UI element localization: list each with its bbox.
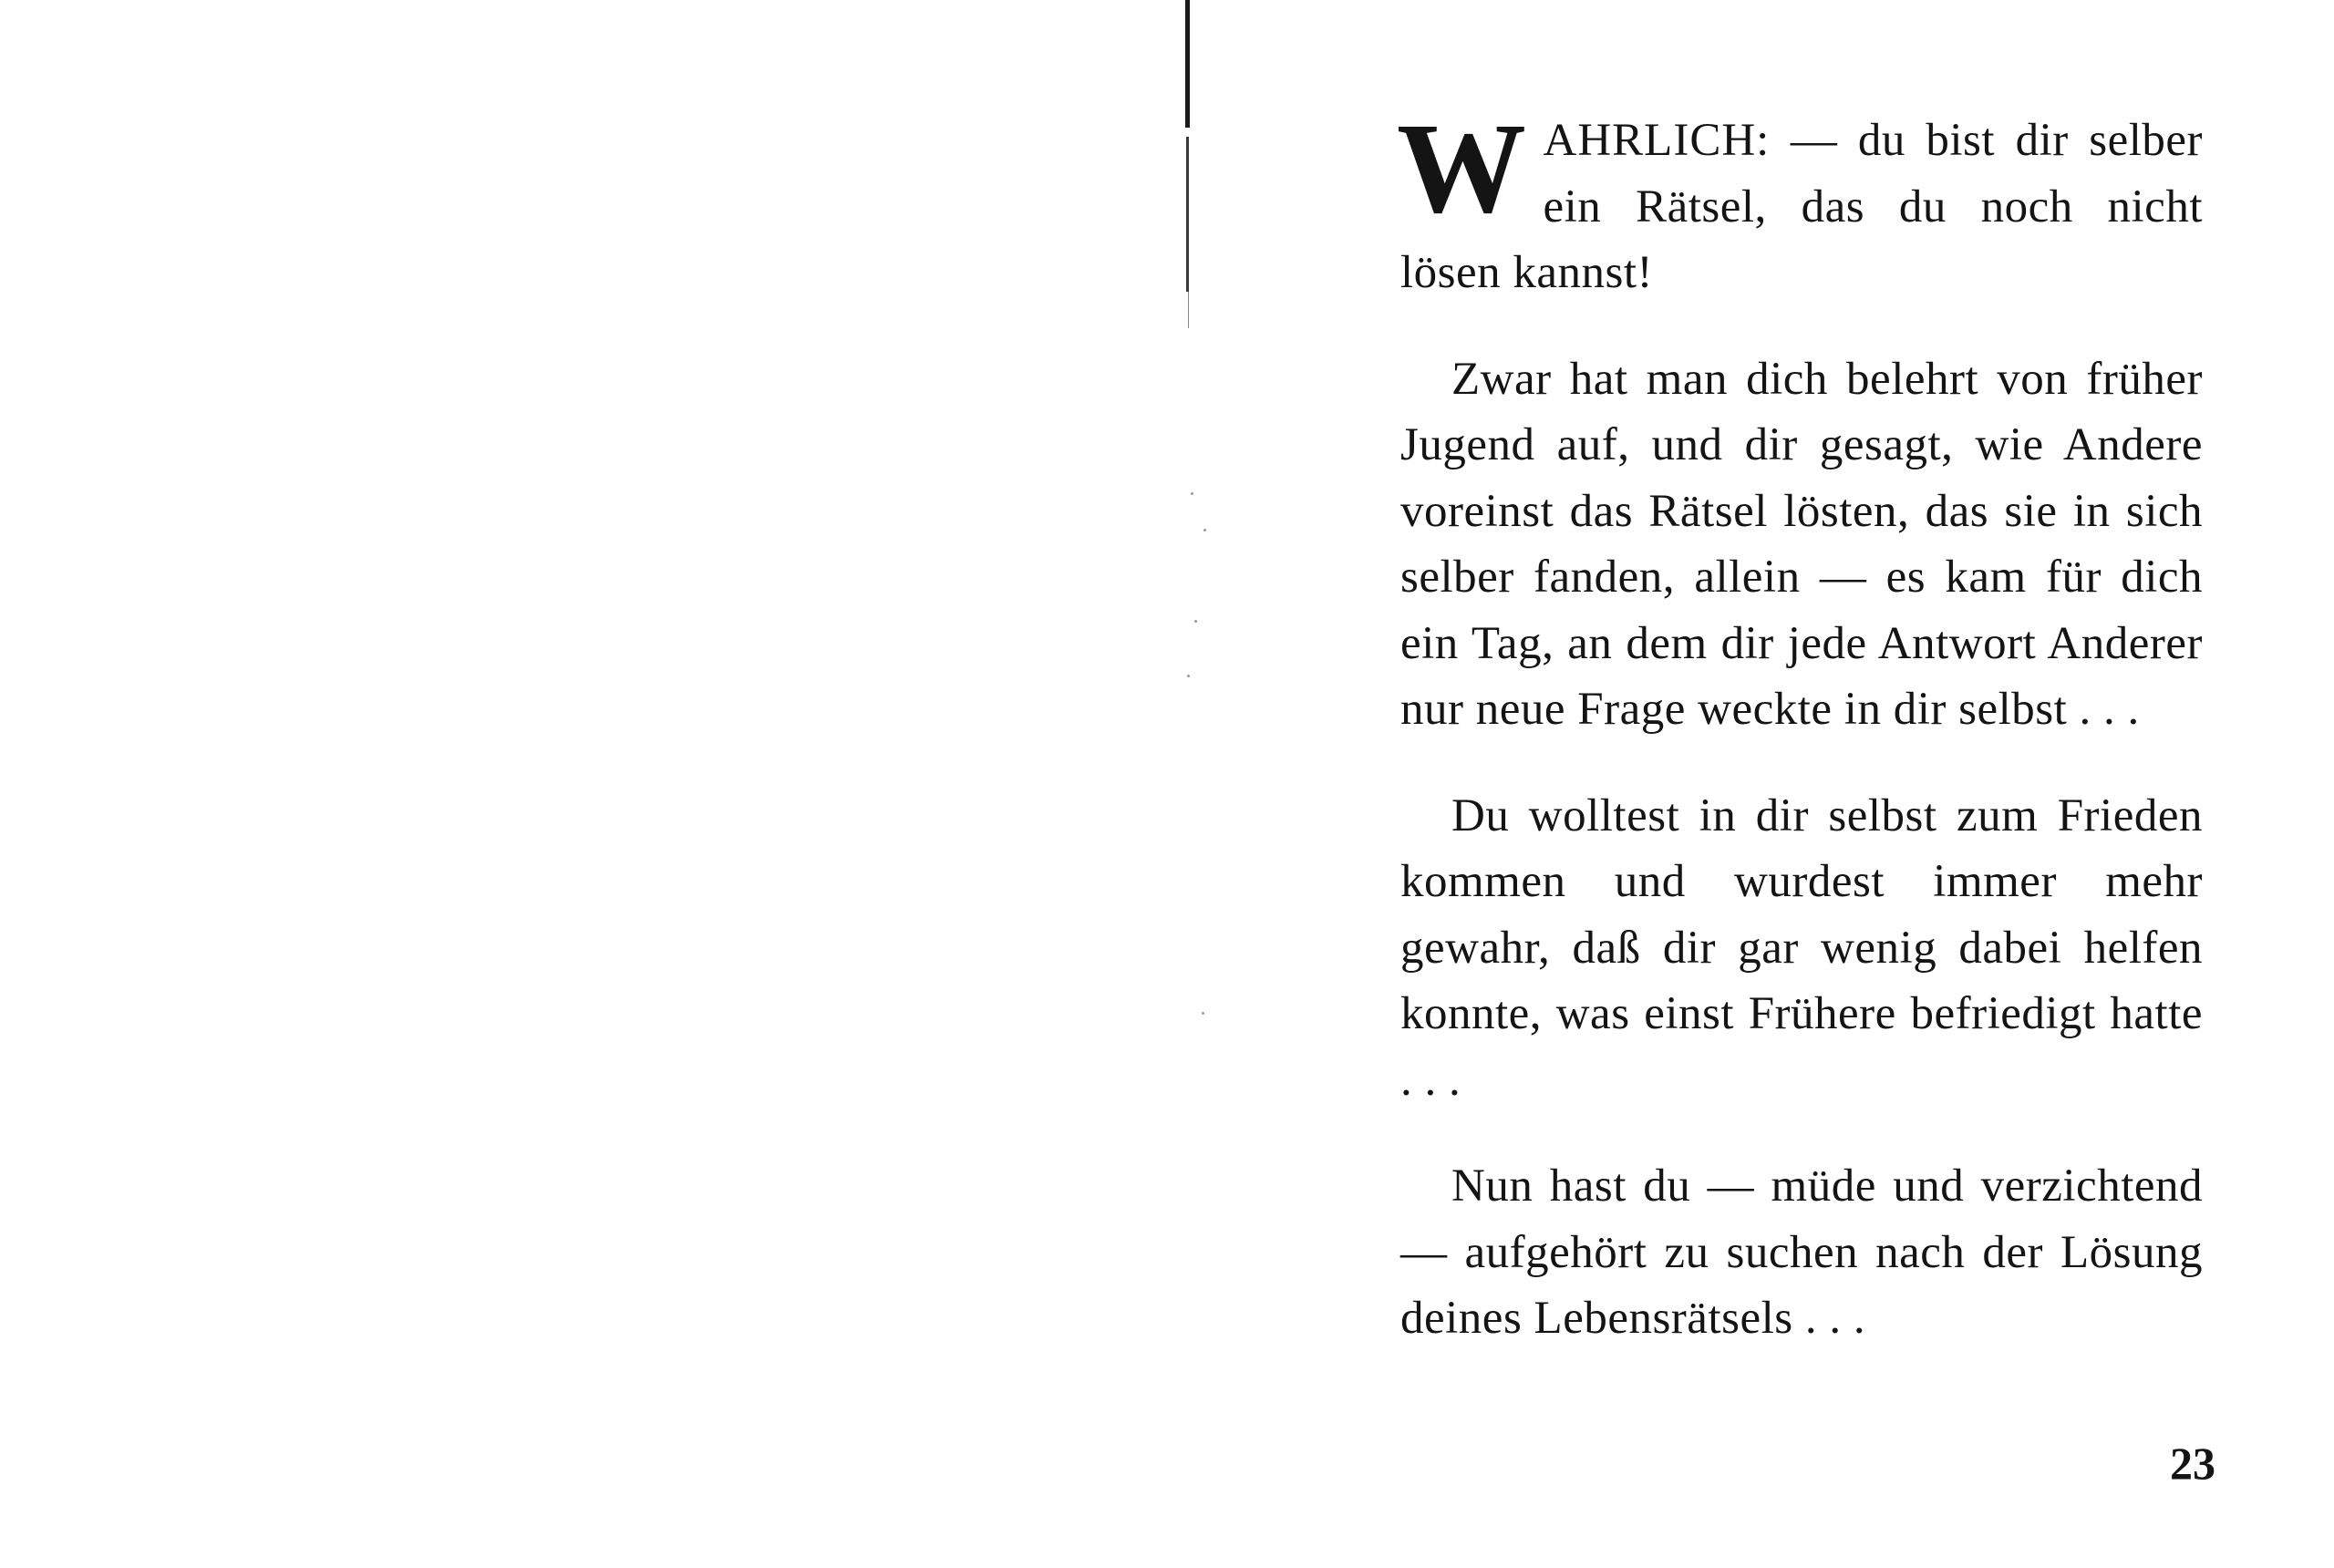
- paper-speck: [1187, 675, 1190, 677]
- paragraph-3: Du wolltest in dir selbst zum Frieden kommen und wurdest immer mehr gewahr, daß dir gar wenig dabei helfen konnte, was einst Frühere befriedigt hatte . . .: [1400, 789, 2203, 1106]
- paragraph-text: — du bist dir selber ein Rätsel, das du noch nicht lösen kannst!: [1400, 115, 2203, 298]
- paragraph-opening: [1397, 96, 2203, 306]
- paragraph-4: Nun hast du — müde und verzichtend — aufgehört zu suchen nach der Lösung deines Lebensrätsels . . .: [1400, 1161, 2203, 1344]
- gutter-thin-line: [1186, 137, 1189, 292]
- drop-cap-letter: W: [1397, 96, 1527, 240]
- paper-speck: [1191, 492, 1193, 495]
- opening-words: AHRLICH:: [1543, 115, 1771, 166]
- gutter-faint-line: [1188, 292, 1189, 328]
- book-gutter-binding: [1182, 0, 1194, 328]
- paragraph-2: Zwar hat man dich belehrt von früher Jugend auf, und dir gesagt, wie Andere voreinst das Rätsel lösten, das sie in sich selber fanden, allein — es kam für dich ein Tag, an dem dir jede Antwort Anderer nur neue Frage weckte in dir selbst . . .: [1400, 353, 2203, 735]
- page-number: 23: [2170, 1438, 2215, 1489]
- right-page: [1194, 0, 2334, 1568]
- gutter-shadow-line: [1185, 0, 1190, 128]
- page-text-block: [1397, 96, 2203, 1392]
